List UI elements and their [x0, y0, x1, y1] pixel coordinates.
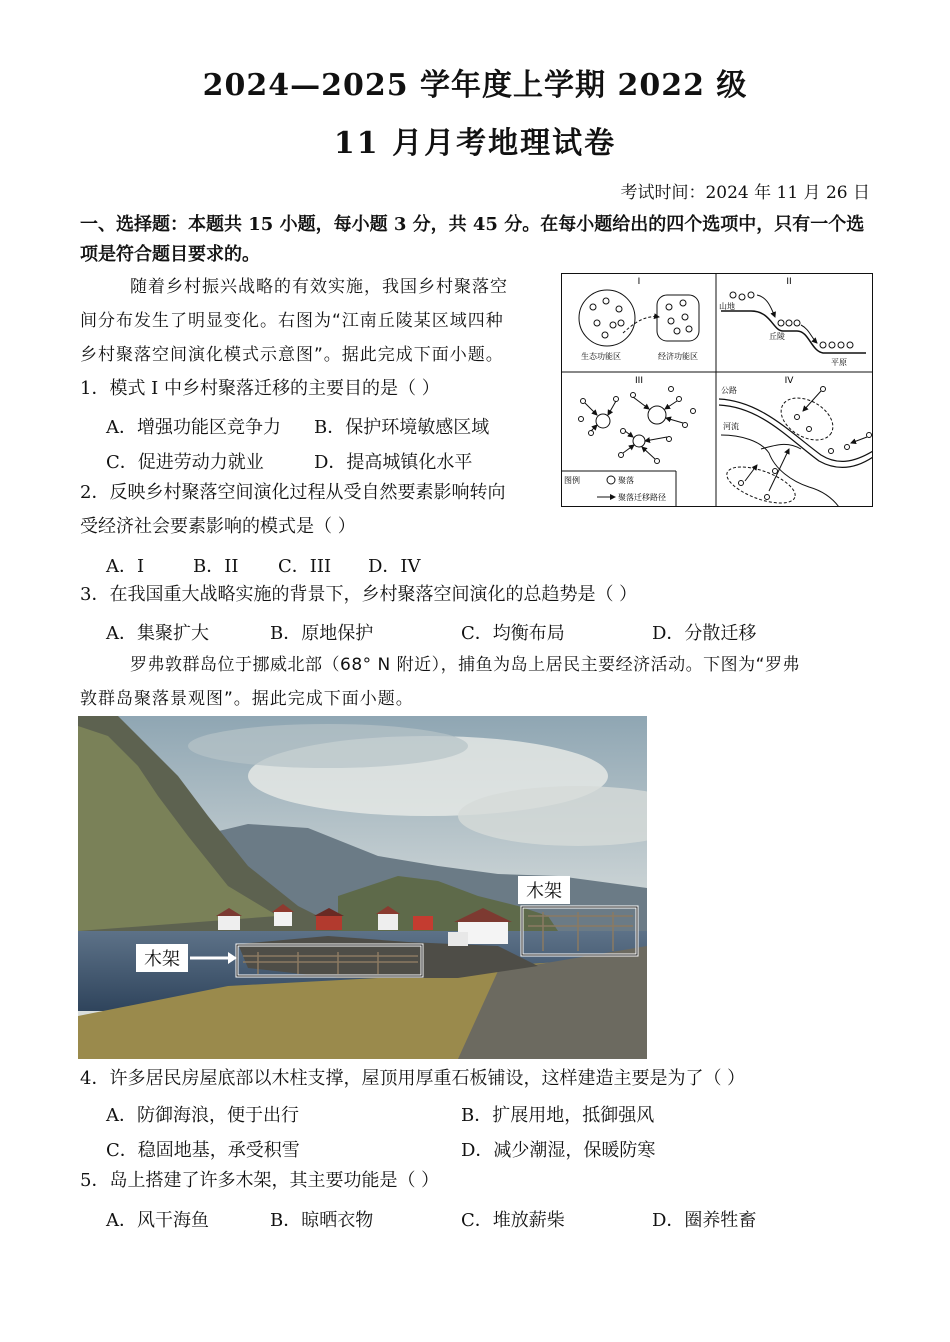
q3-option-b[interactable]: B．原地保护 [270, 623, 374, 644]
q4-option-b[interactable]: B．扩展用地，抵御强风 [461, 1105, 655, 1126]
q3-option-a[interactable]: A．集聚扩大 [106, 623, 209, 644]
intro2-line2: 敦群岛聚落景观图”。据此完成下面小题。 [80, 689, 414, 709]
q2-option-b[interactable]: B．II [193, 556, 239, 577]
q1-option-d[interactable]: D．提高城镇化水平 [314, 452, 473, 473]
q1-stem: 1．模式 I 中乡村聚落迁移的主要目的是（ ） [80, 378, 440, 399]
q4-stem: 4．许多居民房屋底部以木柱支撑，屋顶用厚重石板铺设，这样建造主要是为了（ ） [80, 1068, 746, 1089]
q1-option-c[interactable]: C．促进劳动力就业 [106, 452, 264, 473]
q3-option-d[interactable]: D．分散迁移 [652, 623, 757, 644]
q2-option-a[interactable]: A．I [106, 556, 145, 577]
mountain-label: 山地 [719, 302, 735, 311]
intro1-line2: 间分布发生了明显变化。右图为“江南丘陵某区域四种 [80, 311, 504, 331]
intro1-line1: 随着乡村振兴战略的有效实施，我国乡村聚落空 [130, 277, 508, 297]
settlement-evolution-figure [561, 273, 873, 507]
q3-stem: 3．在我国重大战略实施的背景下，乡村聚落空间演化的总趋势是（ ） [80, 584, 638, 605]
lofoten-settlement-photo [78, 716, 647, 1059]
intro2-line1: 罗弗敦群岛位于挪威北部（68° N 附近），捕鱼为岛上居民主要经济活动。下图为“罗弗 [130, 655, 800, 675]
q2-stem-line2: 受经济社会要素影响的模式是（ ） [80, 516, 356, 537]
road-label: 公路 [721, 386, 737, 395]
panel-3-label: III [635, 376, 643, 386]
q3-option-c[interactable]: C．均衡布局 [461, 623, 565, 644]
q2-stem-line1: 2．反映乡村聚落空间演化过程从受自然要素影响转向 [80, 482, 506, 503]
photo-label-right: 木架 [526, 881, 562, 902]
panel-4-label: IV [784, 376, 794, 386]
legend-settlement: 聚落 [618, 476, 634, 485]
q2-option-d[interactable]: D．IV [368, 556, 421, 577]
section-heading: 一、选择题：本题共 15 小题，每小题 3 分，共 45 分。在每小题给出的四个选项中，只有一个选项是符合题目要求的。 [80, 214, 865, 265]
panel-2-label: II [786, 277, 792, 287]
q5-option-c[interactable]: C．堆放薪柴 [461, 1210, 565, 1231]
q4-option-d[interactable]: D．减少潮湿，保暖防寒 [461, 1140, 656, 1161]
plain-label: 平原 [831, 358, 847, 367]
intro1-line3: 乡村聚落空间演化模式示意图”。据此完成下面小题。 [80, 345, 504, 365]
exam-time: 考试时间：2024 年 11 月 26 日 [620, 183, 870, 203]
q4-option-a[interactable]: A．防御海浪，便于出行 [106, 1105, 299, 1126]
panel-1-label: I [637, 277, 641, 287]
q1-option-b[interactable]: B．保护环境敏感区域 [314, 417, 490, 438]
legend-title: 图例 [564, 476, 580, 485]
q1-option-a[interactable]: A．增强功能区竞争力 [106, 417, 281, 438]
q4-option-c[interactable]: C．稳固地基，承受积雪 [106, 1140, 300, 1161]
q5-option-b[interactable]: B．晾晒衣物 [270, 1210, 374, 1231]
river-label: 河流 [723, 422, 739, 431]
eco-zone-label: 生态功能区 [581, 352, 621, 361]
exam-subtitle: 11 月月考地理试卷 [333, 126, 617, 161]
q5-stem: 5．岛上搭建了许多木架，其主要功能是（ ） [80, 1170, 440, 1191]
econ-zone-label: 经济功能区 [658, 352, 698, 361]
hill-label: 丘陵 [769, 332, 785, 341]
q5-option-d[interactable]: D．圈养牲畜 [652, 1210, 757, 1231]
exam-title: 2024—2025 学年度上学期 2022 级 [202, 68, 748, 103]
photo-label-left: 木架 [144, 949, 180, 970]
q5-option-a[interactable]: A．风干海鱼 [106, 1210, 209, 1231]
legend-path: 聚落迁移路径 [618, 493, 666, 502]
q2-option-c[interactable]: C．III [278, 556, 332, 577]
